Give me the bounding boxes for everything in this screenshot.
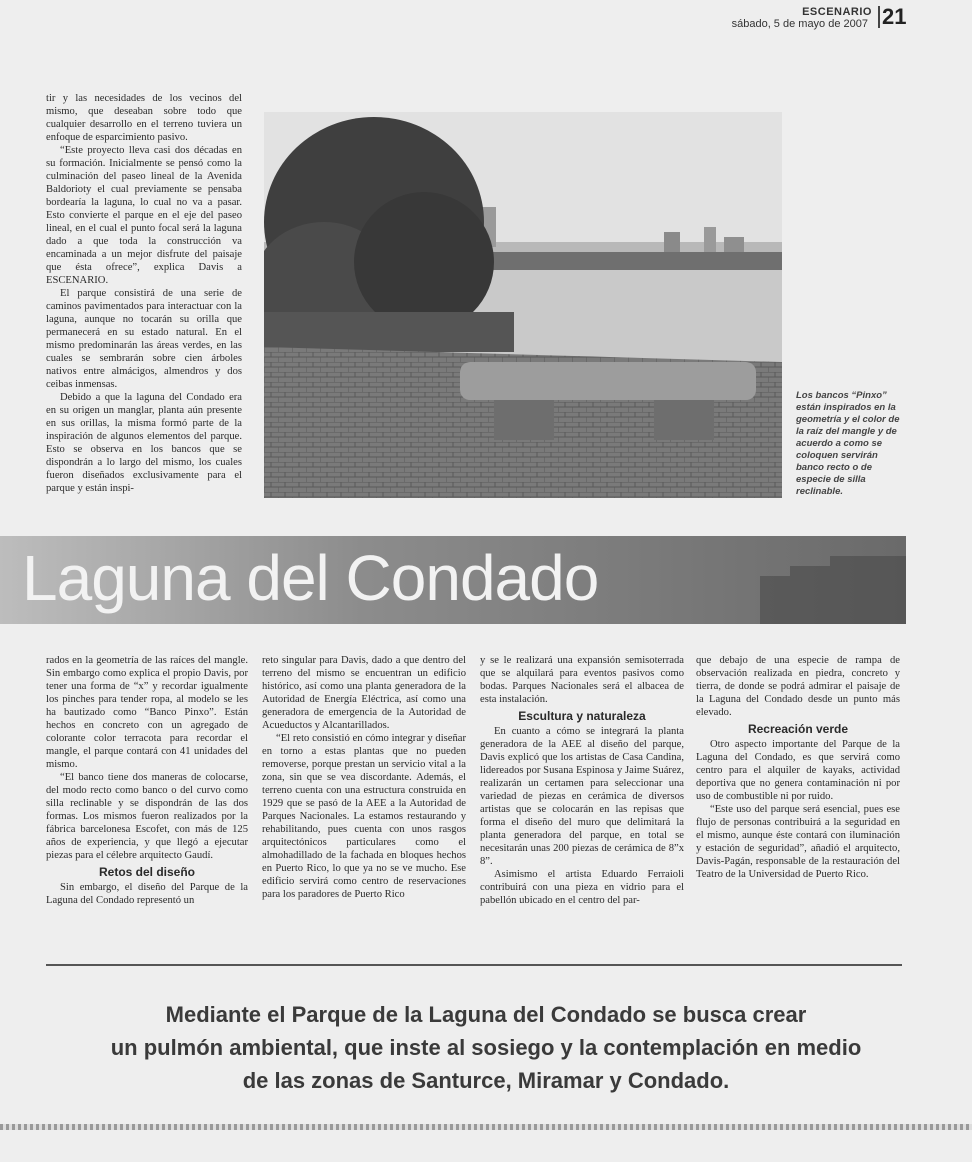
subheading-recreacion: Recreación verde [747, 722, 849, 736]
paragraph: Debido a que la laguna del Condado era en su origen un manglar, planta aún presente en sus orillas, la misma formó parte de la inspiración de algunos elementos del parque. Esto se observa en los bancos que se dispondrán a lo largo del mismo, los cuales fueron diseñados exclusivamente para el parque y están inspi- [46, 392, 242, 494]
article-title: Laguna del Condado [22, 542, 599, 614]
subheading-escultura: Escultura y naturaleza [518, 709, 646, 723]
pull-quote-line: un pulmón ambiental, que inste al sosiego y la contemplación en medio [110, 1035, 862, 1060]
section-name: ESCENARIO [802, 6, 872, 18]
paragraph: Asimismo el artista Eduardo Ferraioli contribuirá con una pieza en vidrio para el pabellón ubicado en el centro del par- [480, 869, 684, 906]
top-article-column [46, 92, 242, 495]
pull-quote [40, 998, 932, 1097]
publication-date: sábado, 5 de mayo de 2007 [731, 18, 868, 30]
paragraph: Sin embargo, el diseño del Parque de la Laguna del Condado representó un [46, 882, 248, 906]
paragraph: Otro aspecto importante del Parque de la Laguna del Condado, es que servirá como centro para el alquiler de kayaks, actividad deportiva que no genera contaminación ni por uso de combustible ni por ruido. [696, 739, 900, 802]
paragraph: “Este uso del parque será esencial, pues ese flujo de personas contribuirá a la seguridad en el mismo, aunque éste contará con iluminación y estación de seguridad”, añadió el arquitecto, Davis-Pagán, responsable de la restauración del Teatro de la Universidad de Puerto Rico. [696, 804, 900, 880]
photo-illustration [264, 112, 782, 498]
pull-quote-line: de las zonas de Santurce, Miramar y Condado. [242, 1068, 730, 1093]
divider-rule [46, 964, 902, 966]
paragraph: reto singular para Davis, dado a que dentro del terreno del mismo se encuentran un edificio histórico, así como una planta generadora de la Autoridad de Energía Eléctrica, así como una generadora de emergencia de la Autoridad de Acueductos y Alcantarillados. [262, 655, 466, 731]
paragraph: En cuanto a cómo se integrará la planta generadora de la AEE al diseño del parque, Davis explicó que los artistas de Casa Candina, lidereados por Susana Espinosa y Jaime Suárez, realizarán un certamen para seleccionar una variedad de piezas en cerámica de diversos artistas que se colocarán en las repisas que forma el diseño del muro que delimitará la planta generadora del parque, en total se necesitarán unas 200 piezas de cerámica de 8”x 8”. [480, 726, 684, 867]
page-number: 21 [882, 4, 907, 29]
paragraph: El parque consistirá de una serie de caminos pavimentados para interactuar con la laguna, aunque no tocarán su orilla que permanecerá en su estado natural. En el mismo predominarán las áreas verdes, en las cuales se sembrarán sobre cien árboles nativos entre almácigos, almendros y dos ceibas inmensas. [46, 288, 242, 390]
paragraph: “El banco tiene dos maneras de colocarse, del modo recto como banco o del curvo como silla reclinable y se dispondrán de las dos formas. Los mismos fueron realizados por la fábrica barcelonesa Escofet, con más de 125 años de experiencia, y que llegó a ejecutar piezas para el célebre arquitecto Gaudí. [46, 772, 248, 861]
paragraph: tir y las necesidades de los vecinos del mismo, que deseaban sobre todo que cualquier desarrollo en el terreno tuviera un enfoque de esparcimiento pasivo. [46, 93, 242, 143]
park-bench-photo [264, 112, 782, 498]
article-column-1 [46, 654, 248, 907]
header-divider [878, 6, 880, 28]
pull-quote-line: Mediante el Parque de la Laguna del Condado se busca crear [165, 1002, 807, 1027]
article-column-4 [696, 654, 900, 881]
article-column-3 [480, 654, 684, 907]
paragraph: “El reto consistió en cómo integrar y diseñar en torno a estas plantas que no pueden removerse, porque prestan un servicio vital a la zona, sin que se vea discordante. Además, el terreno cuenta con una estructura construida en 1929 que se pasó de la AEE a la Autoridad de Parques Nacionales. La estamos restaurando y rehabilitando, pues cuenta con unos rasgos arquitectónicos particulares como el almohadillado de la fachada en bloques hechos en Puerto Rico, lo que ya no se ve mucho. Ese edificio servirá como centro de reservaciones para los paradores de Puerto Rico [262, 733, 466, 900]
bottom-dotted-rule [0, 1124, 972, 1130]
paragraph: rados en la geometría de las raíces del mangle. Sin embargo como explica el propio Davis, por tener una forma de “x” y recordar igualmente los pinches para tender ropa, al modelo se les ha bautizado como “Banco Pinxo”. Están hechos en concreto con un agregado de colorante color terracota para recordar el mangle, el parque contará con 41 unidades del mismo. [46, 655, 248, 770]
subheading-retos: Retos del diseño [98, 865, 196, 879]
paragraph: y se le realizará una expansión semisoterrada que se alquilará para eventos pasivos como bodas. Parques Nacionales será el albacea de esta instalación. [480, 655, 684, 705]
paragraph: que debajo de una especie de rampa de observación realizada en piedra, concreto y tierra, de donde se podrá admirar el paisaje de la Laguna del Condado desde un punto más elevado. [696, 655, 900, 718]
article-column-2 [262, 654, 466, 901]
paragraph: “Este proyecto lleva casi dos décadas en su formación. Inicialmente se pensó como la culminación del paseo lineal de la Avenida Baldorioty el cual previamente se pensaba bordearía la laguna, lo cual no va a pasar. Esto convierte el parque en el eje del paseo lineal, en el cual el punto focal será la laguna dado a que toda la construcción va encaminada a un mejor disfrute del paisaje que ésta ofrece”, explica Davis a ESCENARIO. [46, 145, 242, 286]
photo-caption: Los bancos “Pinxo” están inspirados en la geometría y el color de la raíz del mangle y de acuerdo a como se coloquen servirán banco recto o de especie de silla reclinable. [796, 390, 900, 497]
